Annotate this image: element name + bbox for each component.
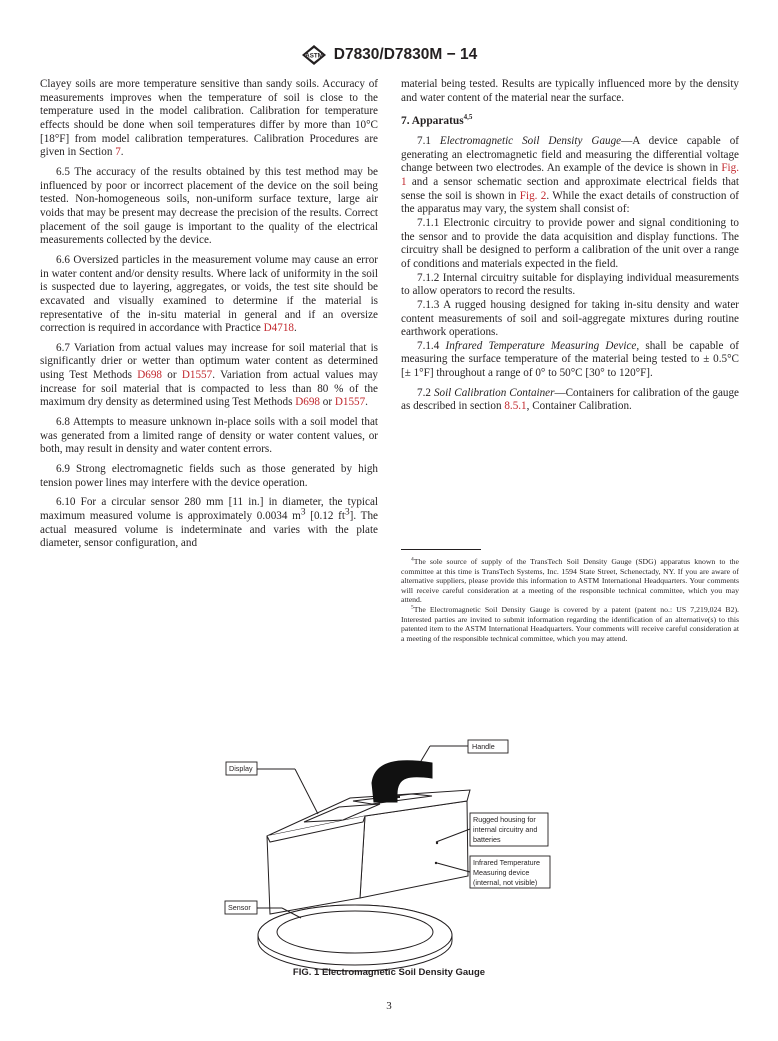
infrared-label-line-1: Infrared Temperature xyxy=(473,858,540,867)
section-heading-apparatus: 7. Apparatus$^{4,5}$ xyxy=(401,113,473,128)
infrared-label-line-3: (internal, not visible) xyxy=(473,878,538,887)
paragraph-7-1: 7.1 Electromagnetic Soil Density Gauge—A device capable of generating an electromagnetic field and measuring the differential voltage change between two electrodes. An example of the device is shown in Fig. 1 and a sensor schematic section and approximate electrical fields that sense the soil is shown in Fig. 2. While the exact details of construction of the apparatus may vary, the system shall consist of: xyxy=(401,134,739,216)
footnote-4: $^4$The sole source of supply of the TransTech Soil Density Gauge (SDG) apparatus known to the committee at this time is TransTech Systems, Inc. 1594 State Street, Schenectady, NY. If you are aware of alternative suppliers, please provide this information to ASTM International Headquarters. Your comments will receive careful consideration at a meeting of the responsible technical committee, which you may attend. xyxy=(401,556,739,605)
paragraph-6-6: 6.6 Oversized particles in the measurement volume may cause an error in water content and/or density results. Where lack of uniformity in the soil is suspected due to layering, aggregates, or voids, the test site should be excavated and visually examined to determine if the material is representative of the in-situ material in general and if an oversize correction is required in accordance with Practice D4718. xyxy=(40,253,378,335)
paragraph-6-9: 6.9 Strong electromagnetic fields such as those generated by high tension power lines may interfere with the device operation. xyxy=(40,463,378,489)
infrared-label-line-2: Measuring device xyxy=(473,868,530,877)
paragraph-6-8: 6.8 Attempts to measure unknown in-place soils with a soil model that was generated from a limited range of density or water content values, or both, may result in density and water content errors. xyxy=(40,416,378,456)
paragraph-7-1-3: 7.1.3 A rugged housing designed for taking in-situ density and water content measurements of soil and soil-aggregate mixtures during routine earthwork operations. xyxy=(401,298,739,339)
sensor-label: Sensor xyxy=(228,903,251,912)
housing-right-face xyxy=(360,801,468,898)
display-label: Display xyxy=(229,764,253,773)
right-column xyxy=(401,78,739,414)
fig-1-link[interactable]: Fig. 1 xyxy=(401,162,739,188)
section-7-link[interactable]: 7 xyxy=(115,146,121,159)
d698-link[interactable]: D698 xyxy=(295,396,320,409)
astm-logo-icon xyxy=(301,44,327,66)
d1557-link[interactable]: D1557 xyxy=(334,396,366,409)
paragraph-6-7: 6.7 Variation from actual values may increase for soil material that is significantly drier or wetter than optimum water content as determined using Test Methods D698 or D1557. Variation from actual values may increase for soil material that is compacted to less than 80 % of the maximum dry density as determined using Test Methods D698 or D1557. xyxy=(40,341,378,409)
housing-label-line-2: internal circuitry and xyxy=(473,825,538,834)
footnote-5: $^5$The Electromagnetic Soil Density Gauge is covered by a patent (patent no.: US 7,219,024 B2). Interested parties are invited to submit information regarding the identification of an alternative(s) to this patented item to the ASTM International Headquarters. Your comments will receive careful consideration at a meeting of the responsible technical committee, which you may attend. xyxy=(401,604,739,643)
svg-text:ASTM: ASTM xyxy=(304,52,323,60)
paragraph-6-4-continuation: Clayey soils are more temperature sensitive than sandy soils. Accuracy of measurements improves when the temperature of soil is close to the temperature used in the model calibration. Calibration for temperature effects should be done when soil temperatures differ by more than 10°C [18°F] from model calibration temperatures. Calibration Procedures are given in Section 7. xyxy=(40,78,378,159)
section-8-5-1-link[interactable]: 8.5.1 xyxy=(504,400,527,413)
footnotes xyxy=(401,557,739,643)
paragraph-7-1-1: 7.1.1 Electronic circuitry to provide power and signal conditioning to the sensor and to provide the data acquisition and display functions. The circuitry shall be designed to perform a calibration of the unit over a range of conditions and materials expected in the field. xyxy=(401,216,739,270)
standard-designation: D7830/D7830M − 14 xyxy=(333,46,478,63)
housing-label-line-3: batteries xyxy=(473,835,501,844)
d698-link[interactable]: D698 xyxy=(137,369,162,382)
housing-label-line-1: Rugged housing for xyxy=(473,815,536,824)
d4718-link[interactable]: D4718 xyxy=(263,322,294,335)
fig-2-link[interactable]: Fig. 2 xyxy=(519,189,547,202)
paragraph-6-10: 6.10 For a circular sensor 280 mm [11 in.] in diameter, the typical maximum measured volume is approximately 0.0034 $m^3$ [0.12 $ft^3$]. The actual measured volume is indeterminate and varies with the plate diameter, sensor configuration, and xyxy=(40,496,378,550)
footnote-divider xyxy=(401,549,481,550)
paragraph-6-10-continuation: material being tested. Results are typically influenced more by the density and water content of the material near the surface. xyxy=(401,78,739,104)
page-header xyxy=(0,44,778,66)
figure-caption: FIG. 1 Electromagnetic Soil Density Gauge xyxy=(292,967,486,978)
paragraph-7-2: 7.2 Soil Calibration Container—Containers for calibration of the gauge as described in section 8.5.1, Container Calibration. xyxy=(401,386,740,413)
paragraph-7-1-2: 7.1.2 Internal circuitry suitable for displaying individual measurements to allow operators to record the results. xyxy=(401,271,739,298)
d1557-link[interactable]: D1557 xyxy=(181,369,213,382)
footnote-reference: 4,5 xyxy=(463,113,473,122)
handle-label: Handle xyxy=(472,742,495,751)
page-number: 3 xyxy=(386,1000,392,1012)
paragraph-6-5: 6.5 The accuracy of the results obtained by this test method may be influenced by poor or incorrect placement of the device on the soil being tested. Non-homogeneous soils, non-uniform surface texture, large air voids that may be present may decrease the precision of the results. Correct placement of the soil gauge is important to the quality of the electrical measurements collected by the device. xyxy=(40,165,378,247)
gauge-figure xyxy=(200,718,580,978)
left-column xyxy=(40,78,378,551)
paragraph-7-1-4: 7.1.4 Infrared Temperature Measuring Device, shall be capable of measuring the surface temperature of the material being tested to ± 0.5°C [± 1°F] throughout a range of 0° to 50°C [30° to 120°F]. xyxy=(401,339,739,380)
